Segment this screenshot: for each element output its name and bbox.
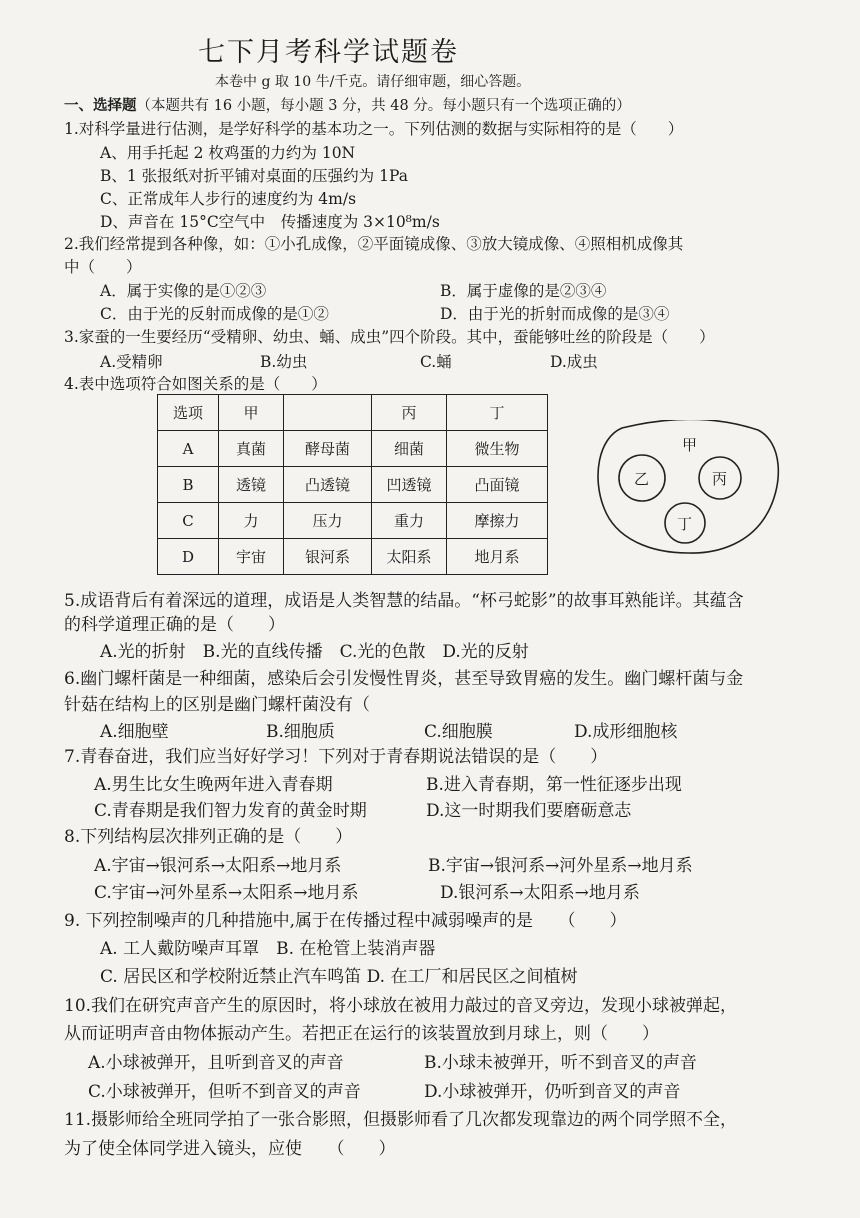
q4-stem: 4.表中选项符合如图关系的是（ ）: [64, 375, 327, 393]
q2-option-b: B．属于虚像的是②③④: [440, 282, 607, 300]
table-header-cell: 丁: [447, 395, 548, 431]
q8-option-d: D.银河系→太阳系→地月系: [440, 883, 640, 903]
outer-set-label: 甲: [682, 436, 698, 454]
q7-option-a: A.男生比女生晚两年进入青春期: [94, 775, 333, 795]
table-header-cell: 甲: [219, 395, 284, 431]
q8-option-b: B.宇宙→银河系→河外星系→地月系: [428, 856, 693, 876]
q3-stem: 3.家蚕的一生要经历“受精卵、幼虫、蛹、成虫”四个阶段。其中，蚕能够吐丝的阶段是（ ）: [64, 328, 715, 346]
table-cell: D: [158, 539, 219, 575]
q1-option-c: C、正常成年人步行的速度约为 4m/s: [100, 190, 357, 208]
table-cell: 太阳系: [372, 539, 447, 575]
q2-option-c: C．由于光的反射而成像的是①②: [100, 305, 329, 323]
table-cell: A: [158, 431, 219, 467]
q7-option-d: D.这一时期我们要磨砺意志: [426, 801, 632, 821]
q8-option-c: C.宇宙→河外星系→太阳系→地月系: [94, 883, 359, 903]
q6-option-c: C.细胞膜: [424, 722, 493, 742]
q2-stem-line2: 中（ ）: [64, 258, 142, 276]
q1-option-b: B、1 张报纸对折平铺对桌面的压强约为 1Pa: [100, 167, 408, 185]
table-cell: 摩擦力: [447, 503, 548, 539]
section-description: （本题共有 16 小题，每小题 3 分，共 48 分。每小题只有一个选项正确的）: [136, 98, 631, 114]
right-set-label: 丙: [712, 470, 728, 488]
q11-stem-line1: 11.摄影师给全班同学拍了一张合影照，但摄影师看了几次都发现靠边的两个同学照不全，: [64, 1110, 738, 1130]
table-cell: 真菌: [219, 431, 284, 467]
table-header-cell: 丙: [372, 395, 447, 431]
q8-option-a: A.宇宙→银河系→太阳系→地月系: [94, 856, 342, 876]
q10-option-b: B.小球未被弹开，听不到音叉的声音: [424, 1053, 697, 1073]
table-row: [158, 503, 548, 539]
table-cell: 细菌: [372, 431, 447, 467]
q9-options-cd: C. 居民区和学校附近禁止汽车鸣笛 D. 在工厂和居民区之间植树: [100, 967, 578, 987]
q1-option-d: D、声音在 15°C空气中 传播速度为 3×10⁸m/s: [100, 213, 440, 231]
q10-stem-line2: 从而证明声音由物体振动产生。若把正在运行的该装置放到月球上，则（ ）: [64, 1024, 659, 1044]
q2-option-a: A．属于实像的是①②③: [100, 282, 267, 300]
q9-options-ab: A. 工人戴防噪声耳罩 B. 在枪管上装消声器: [100, 939, 436, 959]
table-cell: 凸面镜: [447, 467, 548, 503]
q4-options-table: [157, 394, 548, 575]
q6-option-b: B.细胞质: [266, 722, 335, 742]
section-number: 一、: [64, 97, 93, 114]
table-cell: B: [158, 467, 219, 503]
left-set-label: 乙: [634, 470, 650, 488]
q10-option-c: C.小球被弹开，但听不到音叉的声音: [88, 1082, 361, 1102]
q7-option-b: B.进入青春期，第一性征逐步出现: [426, 775, 682, 795]
table-cell: 重力: [372, 503, 447, 539]
q9-stem: 9. 下列控制噪声的几种措施中,属于在传播过程中减弱噪声的是 （ ）: [64, 911, 627, 931]
q6-option-d: D.成形细胞核: [574, 722, 678, 742]
table-cell: 银河系: [284, 539, 372, 575]
relationship-diagram: [596, 420, 781, 556]
q1-option-a: A、用手托起 2 枚鸡蛋的力约为 10N: [100, 144, 356, 162]
table-cell: 微生物: [447, 431, 548, 467]
q3-option-b: B.幼虫: [260, 353, 308, 371]
q7-stem: 7.青春奋进，我们应当好好学习！下列对于青春期说法错误的是（ ）: [64, 747, 608, 767]
table-row: [158, 467, 548, 503]
table-row: [158, 539, 548, 575]
q8-stem: 8.下列结构层次排列正确的是（ ）: [64, 827, 353, 847]
q3-option-d: D.成虫: [550, 353, 598, 371]
q3-option-a: A.受精卵: [100, 353, 163, 371]
q6-option-a: A.细胞壁: [100, 722, 169, 742]
table-cell: 宇宙: [219, 539, 284, 575]
table-cell: C: [158, 503, 219, 539]
table-header-cell: 选项: [158, 395, 219, 431]
table-cell: 酵母菌: [284, 431, 372, 467]
table-cell: 凹透镜: [372, 467, 447, 503]
q11-stem-line2: 为了使全体同学进入镜头，应使 （ ）: [64, 1139, 396, 1159]
q5-stem-line1: 5.成语背后有着深远的道理，成语是人类智慧的结晶。“杯弓蛇影”的故事耳熟能详。其蕴含: [64, 591, 744, 611]
q7-option-c: C.青春期是我们智力发育的黄金时期: [94, 801, 367, 821]
q3-option-c: C.蛹: [420, 353, 452, 371]
table-cell: 压力: [284, 503, 372, 539]
q5-options: A.光的折射 B.光的直线传播 C.光的色散 D.光的反射: [100, 642, 529, 662]
q6-stem-line2: 针菇在结构上的区别是幽门螺杆菌没有（: [64, 695, 370, 715]
section-name: 选择题: [93, 97, 137, 114]
q1-stem: 1.对科学量进行估测，是学好科学的基本功之一。下列估测的数据与实际相符的是（ ）: [64, 120, 684, 138]
q10-option-d: D.小球被弹开，仍听到音叉的声音: [424, 1082, 681, 1102]
table-header-cell: [284, 395, 372, 431]
exam-note: 本卷中 g 取 10 牛/千克。请仔细审题，细心答题。: [215, 74, 531, 90]
exam-title: 七下月考科学试题卷: [198, 37, 459, 68]
table-cell: 透镜: [219, 467, 284, 503]
q2-option-d: D．由于光的折射而成像的是③④: [440, 305, 670, 323]
q2-stem-line1: 2.我们经常提到各种像，如：①小孔成像，②平面镜成像、③放大镜成像、④照相机成像其: [64, 235, 684, 253]
table-row: [158, 431, 548, 467]
table-cell: 力: [219, 503, 284, 539]
table-header-row: [158, 395, 548, 431]
q10-option-a: A.小球被弹开，且听到音叉的声音: [88, 1053, 344, 1073]
section-heading: [64, 94, 631, 115]
table-cell: 凸透镜: [284, 467, 372, 503]
q6-stem-line1: 6.幽门螺杆菌是一种细菌，感染后会引发慢性胃炎，甚至导致胃癌的发生。幽门螺杆菌与金: [64, 669, 744, 689]
q10-stem-line1: 10.我们在研究声音产生的原因时，将小球放在被用力敲过的音叉旁边，发现小球被弹起，: [64, 996, 738, 1016]
table-cell: 地月系: [447, 539, 548, 575]
q5-stem-line2: 的科学道理正确的是（ ）: [64, 615, 285, 635]
bottom-set-label: 丁: [677, 515, 693, 533]
